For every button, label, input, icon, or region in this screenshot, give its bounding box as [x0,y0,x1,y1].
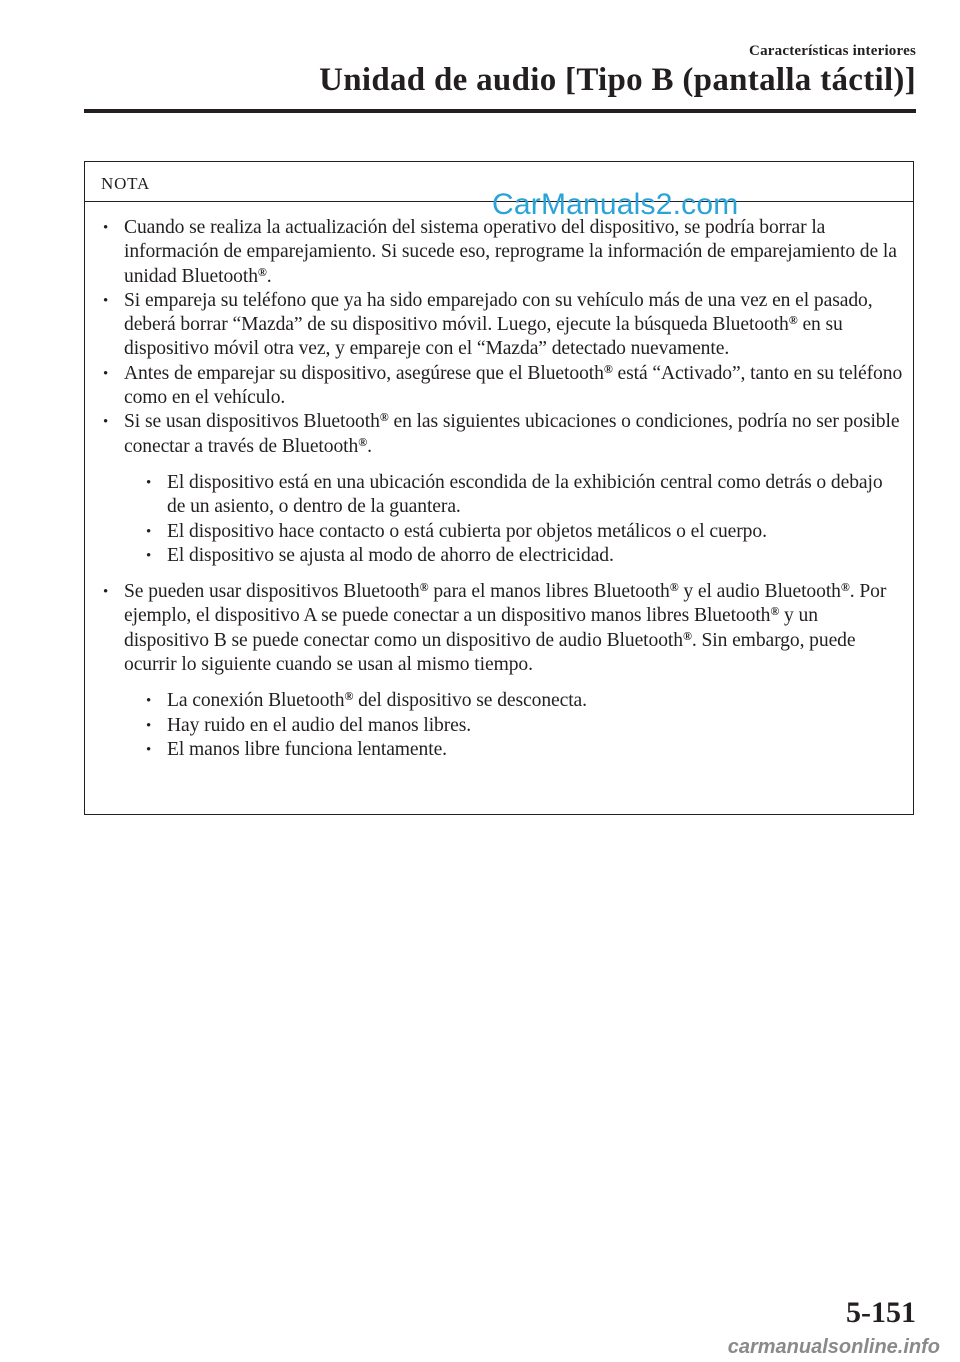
sub-list [144,471,905,568]
bullet-icon: • [146,717,152,734]
bullet-icon: • [103,365,109,382]
page-title: Unidad de audio [Tipo B (pantalla táctil)] [319,62,916,98]
registered-mark: ® [840,580,850,595]
bullet-icon: • [146,547,152,564]
list-item: • Cuando se realiza la actualización del sistema operativo del dispositivo, se podría borrar la información de emparejamiento. Si sucede eso, reprograme la información de emparejamiento de la unidad Bluetooth®. [103,217,897,287]
sub-list-item: • El dispositivo está en una ubicación escondida de la exhibición central como detrás o debajo de un asiento, o dentro de la guantera. [146,471,883,518]
registered-mark: ® [257,264,267,279]
header-rule [84,109,916,113]
footer-watermark: carmanualsonline.info [727,1336,940,1358]
registered-mark: ® [379,410,389,425]
registered-mark: ® [344,689,354,704]
bullet-icon: • [146,693,152,710]
registered-mark: ® [682,628,692,643]
note-box [84,161,914,815]
sub-list-item: • El dispositivo hace contacto o está cubierta por objetos metálicos o el cuerpo. [144,520,905,544]
sub-list [144,689,905,762]
registered-mark: ® [358,434,368,449]
list-item: • Se pueden usar dispositivos Bluetooth® para el manos libres Bluetooth® y el audio Bluetooth®. Por ejemplo, el dispositivo A se puede conectar a un dispositivo manos libres Bluetooth® y un dispositivo B se puede conectar como un dispositivo de audio Bluetooth®. Sin embargo, puede ocurrir lo siguiente cuando se usan al mismo tiempo. • La conexión Bluetooth® del dispositivo se desconecta. • Hay ruido en el audio del manos libres. • El manos libre funciona lentamente. [101,580,905,762]
bullet-icon: • [103,220,109,236]
sub-list-item: • Hay ruido en el audio del manos libres. [144,714,905,738]
note-list [101,216,905,762]
bullet-icon: • [103,584,109,601]
registered-mark: ® [788,313,798,328]
bullet-icon: • [103,292,109,309]
section-label: Características interiores [749,43,916,59]
list-item: • Si se usan dispositivos Bluetooth® en las siguientes ubicaciones o condiciones, podría no ser posible conectar a través de Bluetooth®. • El dispositivo está en una ubicación escondida de la exhibición central como detrás o debajo de un asiento, o dentro de la guantera. • El dispositivo hace contacto o está cubierta por objetos metálicos o el cuerpo. • El dispositivo se ajusta al modo de ahorro de electricidad. [101,410,905,568]
bullet-icon: • [146,523,152,540]
registered-mark: ® [419,580,429,595]
list-item: • Antes de emparejar su dispositivo, asegúrese que el Bluetooth® está “Activado”, tanto en su teléfono como en el vehículo. [103,361,903,409]
list-item: • Si empareja su teléfono que ya ha sido emparejado con su vehículo más de una vez en el pasado, deberá borrar “Mazda” de su dispositivo móvil. Luego, ejecute la búsqueda Bluetooth® en su dispositivo móvil otra vez, y empareje con el “Mazda” detectado nuevamente. [103,289,873,360]
sub-list-item: • El manos libre funciona lentamente. [144,738,905,762]
sub-list-item: • El dispositivo se ajusta al modo de ahorro de electricidad. [144,544,905,568]
registered-mark: ® [770,604,780,619]
registered-mark: ® [603,361,613,376]
watermark-logo: CarManuals2.com [492,188,739,221]
bullet-icon: • [103,414,109,431]
note-body [85,202,913,762]
bullet-icon: • [146,474,152,491]
note-heading: NOTA [85,162,913,202]
sub-list-item: • La conexión Bluetooth® del dispositivo se desconecta. [144,689,905,713]
bullet-icon: • [146,741,152,758]
page-number: 5-151 [846,1296,916,1329]
registered-mark: ® [669,580,679,595]
